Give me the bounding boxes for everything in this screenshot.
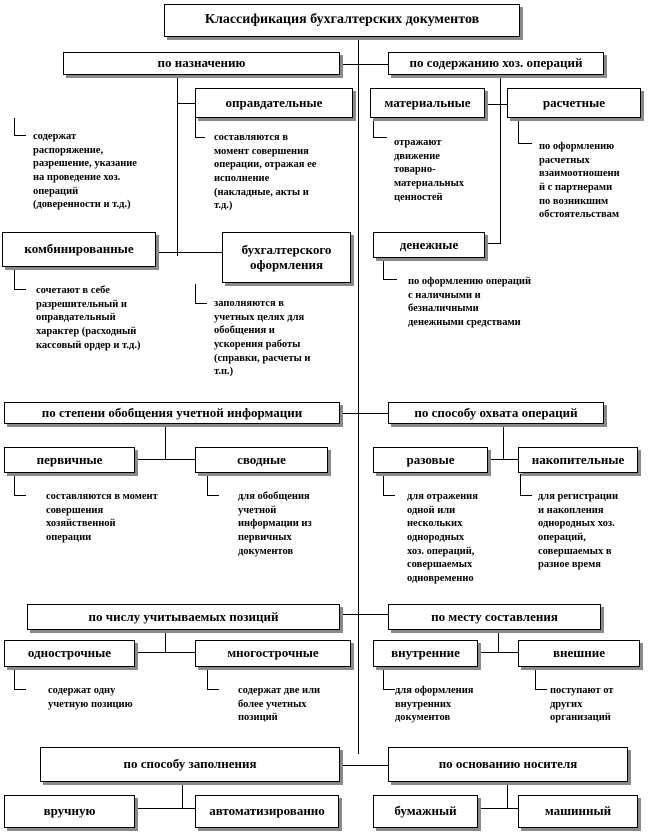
category-purpose: по назначению: [63, 52, 340, 75]
connector-level2: [340, 413, 388, 414]
combined-to-accounting: [156, 252, 222, 253]
type-paper: бумажный: [373, 795, 478, 828]
single-note-tick: [383, 495, 395, 496]
multiline-note-tick: [207, 689, 219, 690]
type-multi-line: многострочные: [195, 640, 351, 667]
material-note-line: [373, 118, 374, 138]
type-machine: машинный: [518, 795, 638, 828]
material-to-settlement: [485, 104, 507, 105]
cumulative-note-tick: [520, 495, 532, 496]
purpose-to-justifying: [177, 103, 195, 104]
carrier-branch-line: [507, 782, 508, 808]
type-single: разовые: [373, 447, 488, 473]
summary-note-tick: [207, 495, 219, 496]
category-content: по содержанию хоз. операций: [388, 52, 604, 75]
note-accounting: заполняются в учетных целях для обобщения и ускорения работы (справки, расчеты и т.п.): [214, 298, 311, 378]
internal-note-tick: [383, 689, 395, 690]
note-primary: составляются в момент совершения хозяйственной операции: [46, 491, 158, 543]
type-monetary: денежные: [373, 232, 485, 258]
positions-branch-line: [165, 630, 166, 652]
multiline-note-line: [207, 668, 208, 690]
singleline-note-tick: [14, 689, 26, 690]
note-combined: сочетают в себе разрешительный и оправдательный характер (расходный кассовый ордер и т.д.): [36, 285, 141, 351]
internal-to-external: [478, 652, 518, 653]
type-single-line: однострочные: [4, 640, 135, 667]
type-external: внешние: [518, 640, 640, 667]
justifying-note-tick: [195, 137, 205, 138]
singleline-to-multiline: [135, 652, 195, 653]
category-coverage: по способу охвата операций: [388, 402, 604, 424]
note-order: содержат распоряжение, разрешение, указание на проведение хоз. операций (доверенности и т.д.): [33, 131, 137, 211]
type-accounting: бухгалтерского оформления: [222, 232, 351, 283]
note-internal: для оформления внутренних документов: [395, 685, 474, 724]
note-material: отражают движение товарно- материальных ценностей: [394, 137, 465, 203]
type-cumulative: накопительные: [518, 447, 638, 473]
primary-note-line: [14, 474, 15, 496]
combined-note-line: [14, 268, 15, 290]
category-place: по месту составления: [388, 604, 601, 630]
settlement-note-tick: [518, 143, 532, 144]
connector-purpose-content: [340, 64, 388, 65]
main-trunk-line: [358, 36, 359, 754]
accounting-note-tick: [195, 303, 207, 304]
generalization-branch-line: [165, 423, 166, 459]
type-automated: автоматизированно: [195, 795, 339, 828]
category-carrier: по основанию носителя: [388, 747, 628, 782]
type-primary: первичные: [4, 447, 135, 473]
category-positions: по числу учитываемых позиций: [27, 604, 340, 630]
internal-note-line: [383, 668, 384, 690]
connector-level4: [340, 765, 388, 766]
single-to-cumulative: [488, 459, 518, 460]
content-to-monetary: [485, 243, 501, 244]
diagram-title: Классификация бухгалтерских документов: [164, 4, 520, 37]
monetary-note-line: [383, 258, 384, 280]
note-justifying: составляются в момент совершения операции, отражая ее исполнение (накладные, акты и т.д.): [214, 132, 317, 212]
primary-to-summary: [135, 459, 195, 460]
type-material: материальные: [370, 88, 485, 118]
combined-note-tick: [14, 289, 26, 290]
external-note-line: [535, 668, 536, 690]
order-note-tick: [14, 135, 26, 136]
manual-to-automated: [135, 808, 195, 809]
type-settlement: расчетные: [507, 88, 641, 118]
justifying-note-line: [195, 118, 196, 138]
place-branch-line: [498, 630, 499, 652]
summary-note-line: [207, 474, 208, 496]
singleline-note-line: [14, 668, 15, 690]
type-manual: вручную: [4, 795, 135, 828]
settlement-note-line: [518, 118, 519, 144]
type-summary: сводные: [195, 447, 328, 473]
coverage-branch-line: [503, 423, 504, 459]
connector-level3: [340, 614, 388, 615]
cumulative-note-line: [520, 474, 521, 496]
category-filling: по способу заполнения: [40, 747, 340, 782]
note-single-line: содержат одну учетную позицию: [48, 685, 133, 710]
category-generalization: по степени обобщения учетной информации: [4, 402, 340, 424]
accounting-note-line: [195, 284, 196, 304]
note-multi-line: содержат две или более учетных позиций: [238, 685, 321, 724]
monetary-note-tick: [383, 279, 397, 280]
primary-note-tick: [14, 495, 26, 496]
paper-to-machine: [478, 808, 518, 809]
note-monetary: по оформлению операций с наличными и безналичными денежными средствами: [408, 276, 532, 328]
type-combined: комбинированные: [2, 232, 156, 267]
external-note-tick: [535, 689, 547, 690]
filling-branch-line: [182, 782, 183, 808]
single-note-line: [383, 474, 384, 496]
note-external: поступают от других организаций: [550, 685, 614, 724]
order-note-line: [14, 118, 15, 136]
type-internal: внутренние: [373, 640, 478, 667]
type-justifying: оправдательные: [195, 88, 353, 118]
note-cumulative: для регистрации и накопления однородных хоз. операций, совершаемых в разное время: [538, 491, 619, 571]
note-summary: для обобщения учетной информации из первичных документов: [238, 491, 312, 557]
content-branch-line: [500, 76, 501, 244]
note-single: для отражения одной или нескольких однородных хоз. операций, совершаемых одновременно: [407, 491, 478, 584]
material-note-tick: [373, 137, 387, 138]
note-settlement: по оформлению расчетных взаимоотношени й с партнерами по возникшим обстоятельствам: [539, 141, 620, 221]
